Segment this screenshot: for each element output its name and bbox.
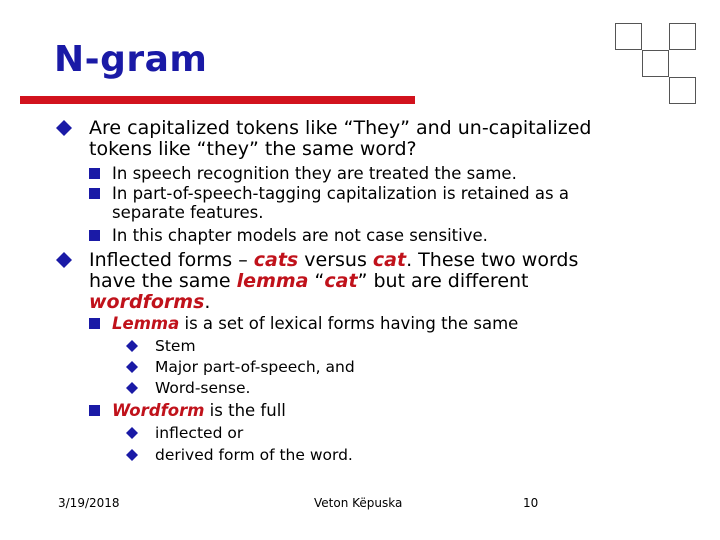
bullet-text-line: Word-sense. (155, 379, 251, 397)
emphasis-word: cat (324, 270, 358, 292)
bullet-text-line: inflected or (155, 424, 244, 442)
bullet-text-line: Stem (155, 337, 196, 355)
square-bullet-icon (89, 318, 100, 329)
diamond-bullet-icon (56, 120, 72, 136)
bullet-text-line: Inflected forms – cats versus cat. These two words (89, 249, 579, 271)
decorative-square (669, 77, 696, 104)
emphasis-word: cats (253, 249, 299, 271)
emphasis-word: cat (372, 249, 407, 271)
diamond-bullet-icon (56, 252, 72, 268)
bullet-text-line: have the same lemma “cat” but are different (89, 270, 529, 292)
bullet-text-line: Wordform is the full (112, 401, 286, 420)
diamond-bullet-icon (126, 382, 138, 394)
square-bullet-icon (89, 405, 100, 416)
decorative-square (669, 23, 696, 50)
bullet-text-line: tokens like “they” the same word? (89, 138, 417, 160)
footer-page-number: 10 (523, 496, 539, 510)
emphasis-word: wordforms (89, 291, 205, 313)
diamond-bullet-icon (126, 449, 138, 461)
bullet-text-line: separate features. (112, 203, 264, 222)
diamond-bullet-icon (126, 340, 138, 352)
emphasis-word: lemma (236, 270, 309, 292)
bullet-text-line: derived form of the word. (155, 446, 353, 464)
bullet-text-line: In part-of-speech-tagging capitalization is retained as a (112, 184, 569, 203)
slide-title: N-gram (54, 39, 208, 80)
footer-author: Veton Këpuska (314, 496, 403, 510)
square-bullet-icon (89, 230, 100, 241)
square-bullet-icon (89, 188, 100, 199)
footer-date: 3/19/2018 (58, 496, 120, 510)
bullet-text-line: Are capitalized tokens like “They” and un-capitalized (89, 117, 592, 139)
title-underline-accent (20, 96, 415, 104)
emphasis-word: Lemma (112, 314, 180, 333)
square-bullet-icon (89, 168, 100, 179)
diamond-bullet-icon (126, 427, 138, 439)
bullet-text-line: Lemma is a set of lexical forms having the same (112, 314, 519, 333)
decorative-square (615, 23, 642, 50)
diamond-bullet-icon (126, 361, 138, 373)
decorative-square (642, 50, 669, 77)
bullet-text-line: In speech recognition they are treated the same. (112, 164, 517, 183)
bullet-text-line: wordforms. (89, 291, 211, 313)
bullet-text-line: In this chapter models are not case sensitive. (112, 226, 488, 245)
emphasis-word: Wordform (112, 401, 205, 420)
bullet-text-line: Major part-of-speech, and (155, 358, 355, 376)
